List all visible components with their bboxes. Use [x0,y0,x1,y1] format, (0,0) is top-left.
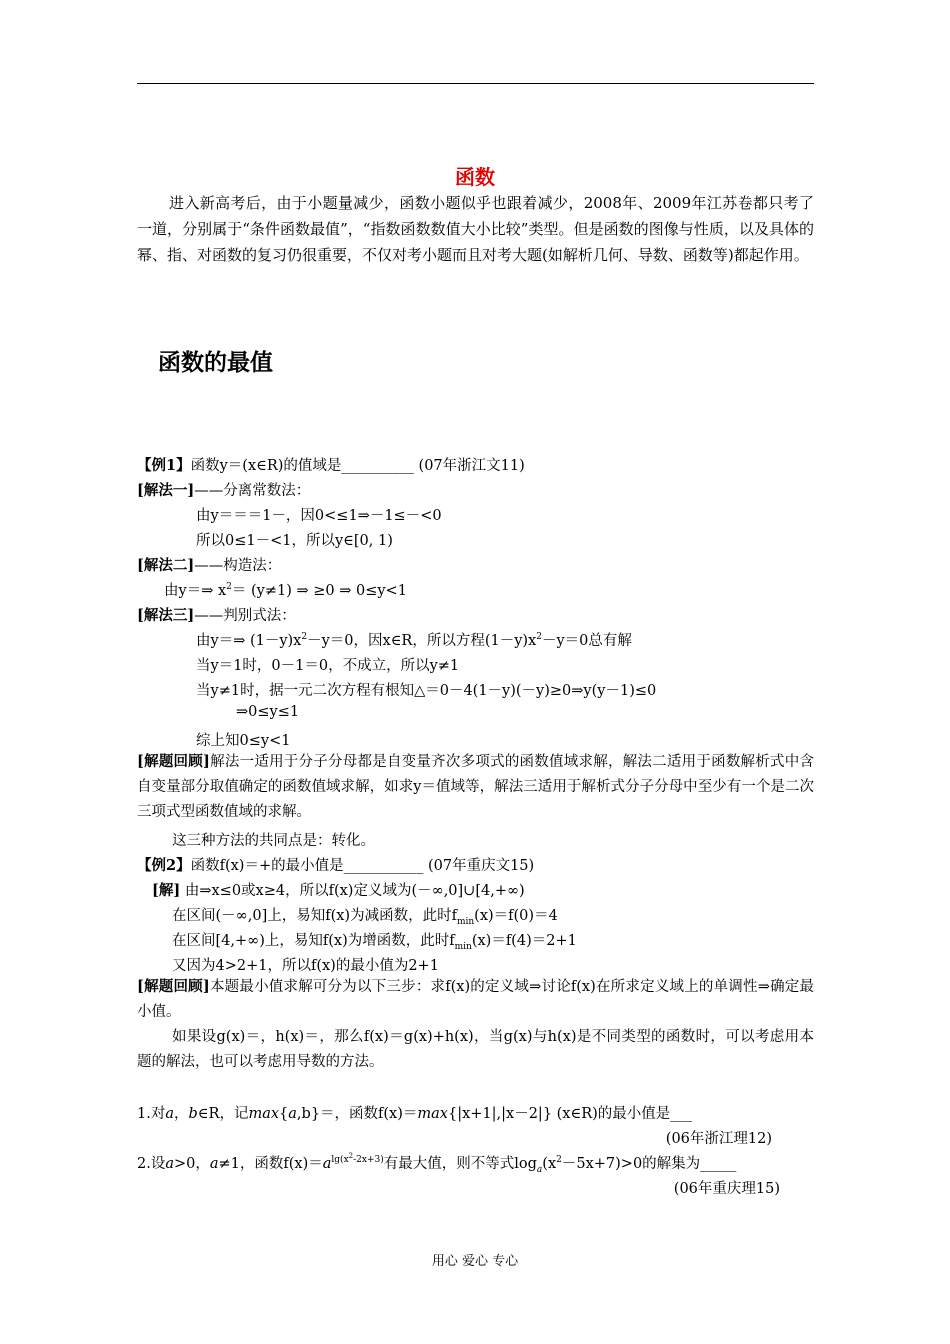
exercise-1-part: max [248,1106,280,1122]
exercise-2-source: (06年重庆理15) [673,1181,780,1197]
review-tag: [解题回顾] [137,753,210,770]
method-1-tag: [解法一] [137,482,195,499]
method-2-line-1-part-a: 由y＝⇒ x [164,583,227,599]
method-2-heading [137,554,814,575]
review-tag: [解题回顾] [137,978,210,995]
method-3-line-3: 当y≠1时，据一元二次方程有根知△＝0－4(1－y)(－y)≥0⇒y(y－1)≤0 [196,683,657,699]
exercise-2-part: 2.设 [137,1156,166,1172]
method-3-line-4: ⇒0≤y≤1 [236,704,300,720]
solution-line-1-text: 由⇒x≤0或x≥4，所以f(x)定义域为(－∞,0]∪[4,+∞) [180,883,525,899]
exercise-1-part: a [288,1106,297,1122]
method-3-text: ——判别式法： [194,608,296,624]
section-heading: 函数的最值 [158,349,273,376]
subscript: min [456,916,475,927]
intro-paragraph: 进入新高考后，由于小题量减少，函数小题似乎也跟着减少，2008年、2009年江苏卷都只考了一道，分别属于“条件函数最值”，“指数函数数值大小比较”类型。但是函数的图像与性质，以及具体的幂、指、对函数的复习仍很重要，不仅对考小题而且对考大题(如解析几何、导数、函数等)都起作用。 [137,194,814,264]
example-2-solution-line-3 [172,929,849,952]
method-1-line-2: 所以0≤1－<1，所以y∈[0, 1) [196,533,393,549]
method-2-line-1 [164,579,841,600]
exercise-1-part: ,b}＝，函数f(x)＝ [296,1106,418,1122]
example-1-statement [137,454,814,475]
method-1-text: ——分离常数法： [194,483,311,499]
exercise-1-part: ∈R，记 [197,1106,249,1122]
solution-line-2-part-a: 在区间(－∞,0]上，易知f(x)为减函数，此时f [172,908,457,924]
method-2-line-1-part-b: ＝ (y≠1) ⇒ ≥0 ⇒ 0≤y<1 [231,583,407,599]
exponent-part: 2 [348,1152,354,1161]
review-text: 本题最小值求解可分为以下三步：求f(x)的定义域⇒讨论f(x)在所求定义域上的单调性⇒确定最小值。 [137,979,814,1020]
subscript: a [536,1164,543,1175]
example-2-solution-line-2 [172,904,849,927]
example-2-text: 函数f(x)＝+的最小值是___________ (07年重庆文15) [190,858,535,874]
example-1-text: 函数y＝(x∈R)的值域是__________ (07年浙江文11) [190,458,525,474]
method-2-text: ——构造法： [194,558,282,574]
method-1-heading [137,479,814,500]
method-3-line-2: 当y＝1时，0－1＝0，不成立，所以y≠1 [196,658,460,674]
method-3-line-1-part-c: －y＝0总有解 [541,633,632,649]
exercise-2 [137,1152,814,1175]
exercise-2-part: a [322,1156,332,1172]
superscript: 2 [301,632,308,643]
exercise-2-part: (x [542,1156,557,1172]
exercise-1 [137,1102,814,1123]
exercise-2-part: －5x+7)>0的解集为_____ [561,1156,737,1172]
example-2-solution-line-4: 又因为4>2+1，所以f(x)的最小值为2+1 [172,958,439,974]
exponent-part: lg(x [331,1155,349,1166]
superscript: 2 [556,1155,562,1166]
example-2-tag: 【例2】 [137,857,191,874]
example-2-statement [137,854,814,875]
method-3-tag: [解法三] [137,607,195,624]
example-2-review [137,975,814,1025]
example-1-summary: 这三种方法的共同点是：转化。 [172,833,375,849]
example-1-review [137,750,814,824]
header-rule [137,83,814,84]
subscript: min [454,941,472,952]
solution-line-2-part-b: (x)＝f(0)＝4 [474,908,558,924]
solution-line-3-part-b: (x)＝f(4)＝2+1 [471,933,577,949]
exercise-1-part: b [188,1106,198,1122]
method-3-heading [137,604,814,625]
exercise-1-part: ， [174,1106,189,1122]
solution-tag: [解] [152,882,181,899]
review-text: 解法一适用于分子分母都是自变量齐次多项式的函数值域求解，解法二适用于函数解析式中含自变量部分取值确定的函数值域求解，如求y＝值域等，解法三适用于解析式分子分母中至少有一个是二次三项式型函数值域的求解。 [137,754,814,820]
exercise-2-part: ≠1，函数f(x)＝ [218,1156,323,1172]
method-3-line-5: 综上知0≤y<1 [196,733,291,749]
method-1-line-1: 由y＝＝＝1－，因0<≤1⇒－1≤－<0 [196,508,442,524]
page-footer: 用心 爱心 专心 [431,1254,519,1269]
exponent-part: -2x+3) [353,1155,384,1166]
example-2-extra: 如果设g(x)＝，h(x)＝，那么f(x)＝g(x)+h(x)，当g(x)与h(x)是不同类型的函数时，可以考虑用本题的解法，也可以考虑用导数的方法。 [137,1029,814,1070]
exercise-2-part: a [209,1156,219,1172]
example-1-tag: 【例1】 [137,457,191,474]
exercise-2-part: >0， [174,1156,210,1172]
page-title: 函数 [455,165,495,189]
example-2-solution-line-1 [152,879,829,900]
method-3-line-1-part-b: －y＝0，因x∈R，所以方程(1－y)x [307,633,537,649]
exercise-1-part: { [279,1106,289,1122]
method-2-tag: [解法二] [137,557,195,574]
solution-line-3-part-a: 在区间[4,+∞)上，易知f(x)为增函数，此时f [172,933,455,949]
exercise-1-part: 1.对 [137,1106,166,1122]
superscript: 2 [536,632,542,643]
exercise-2-exponent [331,1152,384,1166]
exercise-2-part: 有最大值，则不等式log [383,1156,537,1172]
exercise-2-part: a [165,1156,174,1172]
exercise-1-source: (06年浙江理12) [665,1131,772,1147]
exercise-1-part: {|x+1|,|x－2|} (x∈R)的最小值是___ [447,1106,693,1122]
method-3-line-1-part-a: 由y＝⇒ (1－y)x [196,633,302,649]
exercise-1-part: max [417,1106,448,1122]
exercise-1-part: a [165,1106,174,1122]
method-3-line-1 [196,629,873,650]
superscript: 2 [226,582,232,593]
